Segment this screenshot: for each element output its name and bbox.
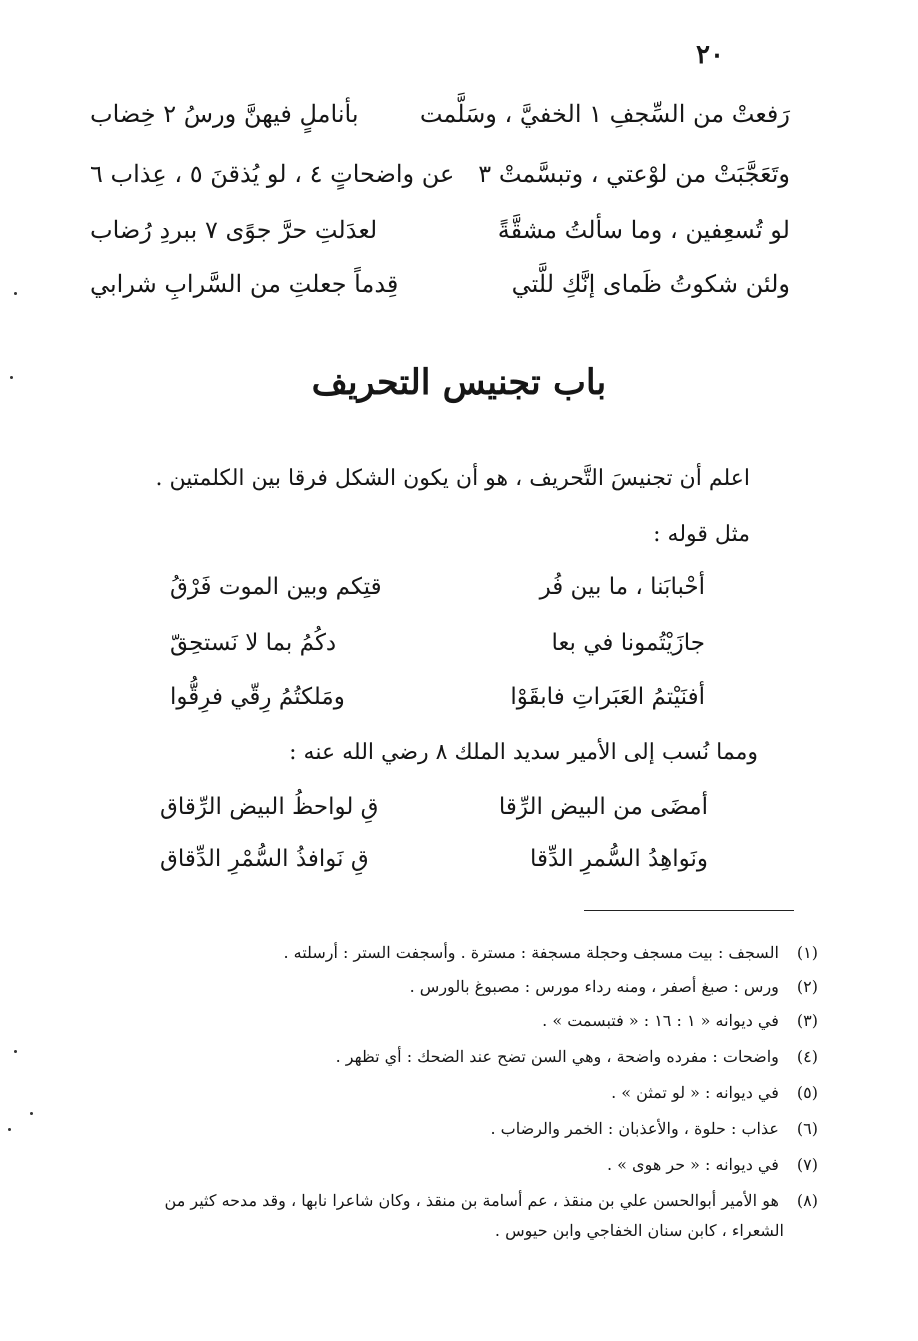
footnote-text: هو الأمير أبوالحسن علي بن منقذ ، عم أسامة بن منقذ ، وكان شاعرا نابها ، وقد مدحه كثير من xyxy=(164,1191,779,1210)
verse-line xyxy=(160,794,708,844)
verse-second-hemistich: لعدَلتِ حرَّ جوًى ٧ ببردِ رُضاب xyxy=(90,216,378,244)
footnote-continuation: الشعراء ، كابن سنان الخفاجي وابن حيوس . xyxy=(494,1221,784,1240)
footnote-text: ورس : صبغ أصفر ، ومنه رداء مورس : مصبوغ بالورس . xyxy=(409,977,779,996)
verse-first-hemistich: أحْبابَنا ، ما بين فُر xyxy=(539,574,705,600)
verse-line xyxy=(170,684,705,734)
footnote-number: (٤) xyxy=(796,1047,818,1066)
verse-line xyxy=(90,270,790,320)
footnote-number: (٢) xyxy=(796,977,818,996)
verse-first-hemistich: رَفعتْ من السِّجفِ ١ الخفيَّ ، وسَلَّمت xyxy=(419,100,790,128)
verse-second-hemistich: قِدماً جعلتِ من السَّرابِ شرابي xyxy=(90,270,399,298)
verse-line xyxy=(90,160,790,210)
verse-first-hemistich: أفنَيْتمُ العَبَراتِ فابقَوْا xyxy=(510,684,705,710)
footnote-divider xyxy=(584,910,794,911)
verse-line xyxy=(90,216,790,266)
section-heading: باب تجنيس التحريف xyxy=(311,362,607,403)
verse-second-hemistich: عن واضحاتٍ ٤ ، لو يُذقنَ ٥ ، عِذاب ٦ xyxy=(90,160,455,188)
verse-first-hemistich: جازَيْتُمونا في بعا xyxy=(551,630,705,656)
verse-first-hemistich: وتَعَجَّبَتْ من لوْعتي ، وتبسَّمتْ ٣ xyxy=(478,160,790,188)
intro-paragraph: اعلم أن تجنيسَ التَّحريف ، هو أن يكون الشكل فرقا بين الكلمتين . xyxy=(155,466,750,491)
attribution-line: ومما نُسب إلى الأمير سديد الملك ٨ رضي الله عنه : xyxy=(289,740,758,765)
verse-second-hemistich: ومَلكتُمُ رِقّي فرِقُّوا xyxy=(170,684,345,710)
verse-second-hemistich: قِ لواحظُ البيض الرِّقاق xyxy=(160,794,379,820)
footnote xyxy=(70,1150,818,1180)
footnote xyxy=(70,1078,818,1108)
scan-speck xyxy=(14,1050,17,1053)
scan-speck xyxy=(30,1112,33,1115)
footnote xyxy=(70,1006,818,1036)
verse-line xyxy=(170,574,705,624)
page-number: ٢٠ xyxy=(696,40,724,70)
footnote-text: في ديوانه « ١ : ١٦ : « فتبسمت » . xyxy=(542,1011,779,1030)
verse-line xyxy=(170,630,705,680)
footnote-number: (٧) xyxy=(796,1155,818,1174)
footnote-number: (٦) xyxy=(796,1119,818,1138)
example-lead: مثل قوله : xyxy=(653,522,750,547)
verse-first-hemistich: لو تُسعِفين ، وما سألتُ مشقَّةً xyxy=(497,216,790,244)
footnote-number: (١) xyxy=(796,943,818,962)
scan-speck xyxy=(10,376,13,379)
footnote xyxy=(70,1042,818,1072)
verse-line xyxy=(160,846,708,896)
footnote xyxy=(70,1186,818,1246)
footnote xyxy=(70,1114,818,1144)
footnote xyxy=(70,972,818,1002)
verse-second-hemistich: قتِكم وبين الموت فَرْقُ xyxy=(170,574,382,600)
footnote-number: (٨) xyxy=(796,1191,818,1210)
footnote-text: السجف : بيت مسجف وحجلة مسجفة : مسترة . وأسجفت الستر : أرسلته . xyxy=(283,943,779,962)
footnote-number: (٥) xyxy=(796,1083,818,1102)
verse-second-hemistich: بأناملٍ فيهنَّ ورسُ ٢ خِضاب xyxy=(90,100,359,128)
footnote-number: (٣) xyxy=(796,1011,818,1030)
verse-line xyxy=(90,100,790,150)
footnote-text: عذاب : حلوة ، والأعذبان : الخمر والرضاب . xyxy=(490,1119,779,1138)
scan-speck xyxy=(14,292,17,295)
footnote-text: واضحات : مفرده واضحة ، وهي السن تضح عند الضحك : أي تظهر . xyxy=(335,1047,779,1066)
footnote xyxy=(70,938,818,968)
footnote-text: في ديوانه : « لو تمثن » . xyxy=(611,1083,779,1102)
verse-first-hemistich: ونَواهِدُ السُّمرِ الدِّقا xyxy=(530,846,708,872)
verse-first-hemistich: ولئن شكوتُ ظَماى إنَّكِ للَّتي xyxy=(511,270,790,298)
scan-speck xyxy=(8,1128,11,1131)
verse-second-hemistich: قِ نَوافذُ السُّمْرِ الدِّقاق xyxy=(160,846,369,872)
verse-second-hemistich: دكُمُ بما لا نَستحِقّ xyxy=(170,630,337,656)
footnote-text: في ديوانه : « حر هوى » . xyxy=(607,1155,779,1174)
verse-first-hemistich: أمضَى من البيض الرِّقا xyxy=(498,794,708,820)
